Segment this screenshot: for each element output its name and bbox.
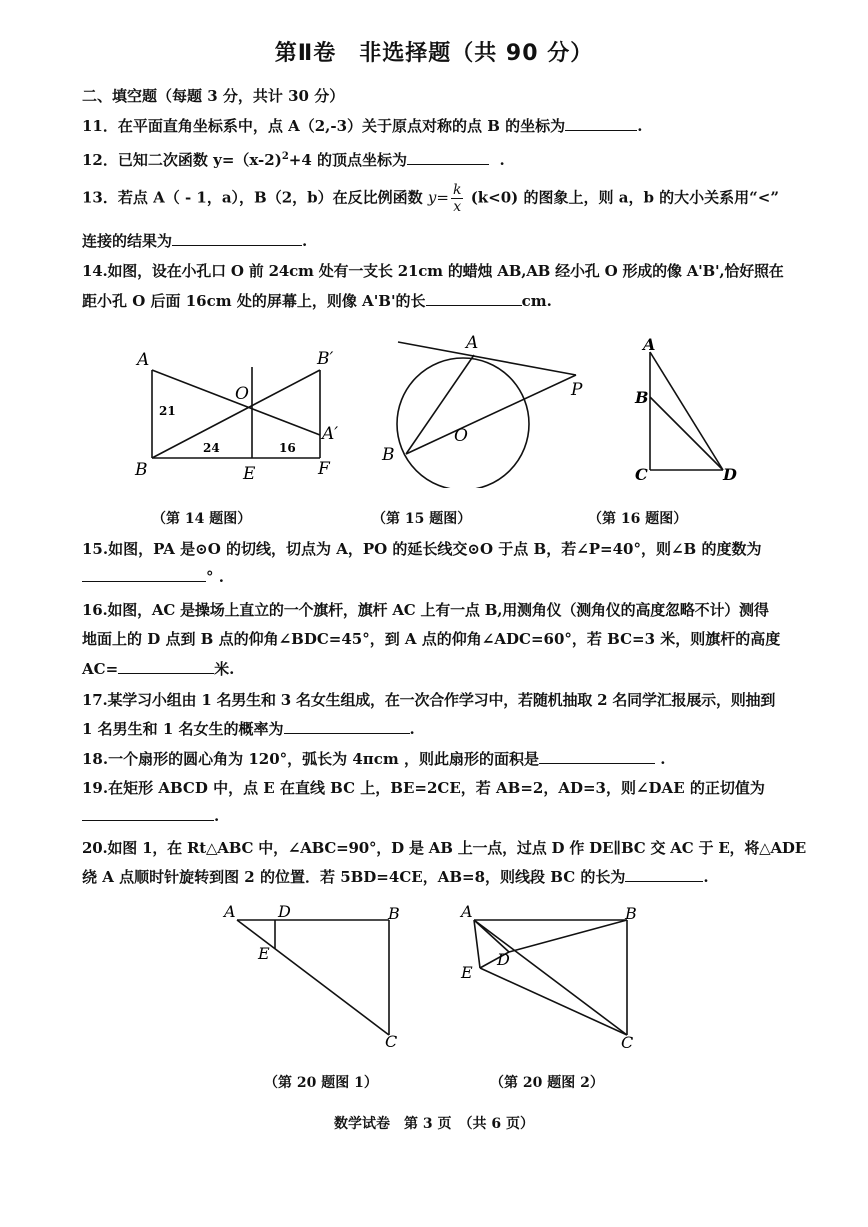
q17-end: . — [409, 720, 415, 738]
label-p: P — [571, 380, 583, 400]
question-12 — [82, 147, 505, 170]
q13-text-a: 13．若点 A（ - 1，a），B（2，b）在反比例函数 — [82, 188, 423, 207]
segment-bd — [509, 920, 627, 952]
caption-16: （第 16 题图） — [588, 511, 688, 527]
q18-end: . — [660, 750, 666, 768]
q19-end: . — [214, 807, 220, 825]
line-bd — [650, 397, 723, 470]
q12-rest: +4 的顶点坐标为 — [288, 151, 408, 169]
page-footer: 数学试卷 第 3 页 （共 6 页） — [334, 1116, 534, 1132]
question-14-line2 — [82, 291, 552, 311]
answer-blank — [625, 867, 703, 882]
secant-pb — [406, 375, 576, 454]
segment-ce — [480, 968, 627, 1035]
answer-blank — [565, 116, 637, 131]
q20-end: . — [703, 868, 709, 886]
answer-blank — [407, 150, 489, 165]
label-o: O — [235, 384, 249, 404]
label-a: A — [137, 350, 150, 370]
question-16-line2: 地面上的 D 点到 B 点的仰角∠BDC=45°，到 A 点的仰角∠ADC=60°，若 BC=3 米，则旗杆的高度 — [82, 630, 781, 648]
section-heading: 二、填空题（每题 3 分，共计 30 分） — [82, 87, 345, 105]
figure-15 — [378, 328, 598, 488]
answer-blank — [284, 719, 410, 734]
length-21: 21 — [159, 404, 176, 418]
q13-text-b: (k<0) 的图象上，则 a，b 的大小关系用“<” — [470, 188, 779, 207]
question-18 — [82, 749, 665, 769]
q12-superscript: 2 — [281, 151, 289, 162]
q13-denominator: x — [453, 199, 462, 215]
side-ac — [474, 920, 627, 1035]
question-13 — [82, 182, 779, 215]
length-16: 16 — [279, 441, 296, 455]
label-a: A — [461, 902, 473, 921]
q11-end: . — [637, 117, 643, 135]
label-d: D — [278, 902, 291, 921]
answer-blank — [539, 749, 655, 764]
label-b: B — [635, 388, 649, 407]
question-20-line2 — [82, 867, 709, 887]
question-14: 14.如图，设在小孔口 O 前 24cm 处有一支长 21cm 的蜡烛 AB,AB 经小孔 O 形成的像 A'B',恰好照在 — [82, 262, 784, 280]
q16-unit: 米. — [214, 660, 235, 678]
caption-20-2: （第 20 题图 2） — [490, 1075, 604, 1091]
label-b: B — [135, 460, 148, 480]
q18-text: 18.一个扇形的圆心角为 120°，弧长为 4πcm ，则此扇形的面积是 — [82, 750, 539, 768]
q13-line2: 连接的结果为 — [82, 232, 173, 250]
label-c: C — [385, 1032, 398, 1051]
label-d: D — [723, 465, 737, 484]
label-b: B — [388, 904, 400, 923]
figure-14 — [125, 335, 355, 495]
q14-line2: 距小孔 O 后面 16cm 处的屏幕上，则像 A'B'的长 — [82, 292, 426, 310]
q15-degree: ° — [206, 568, 214, 586]
label-e: E — [461, 963, 473, 982]
label-o: O — [454, 426, 468, 446]
label-a: A — [224, 902, 236, 921]
label-e: E — [258, 944, 270, 963]
answer-blank — [82, 806, 214, 821]
segment-ae — [474, 920, 480, 968]
q13-y: y — [427, 188, 437, 207]
q20-line2: 绕 A 点顺时针旋转到图 2 的位置．若 5BD=4CE，AB=8，则线段 BC 的长为 — [82, 868, 626, 886]
q17-line2: 1 名男生和 1 名女生的概率为 — [82, 720, 284, 738]
answer-blank — [172, 231, 302, 246]
q13-numerator: k — [452, 182, 462, 198]
q13-eq: = — [436, 188, 449, 207]
label-c: C — [621, 1033, 634, 1052]
answer-blank — [82, 567, 206, 582]
figure-16 — [625, 330, 750, 490]
label-b-prime: B′ — [317, 349, 334, 369]
caption-15: （第 15 题图） — [372, 511, 472, 527]
label-a-prime: A′ — [322, 424, 339, 444]
q11-text: 11．在平面直角坐标系中，点 A（2,-3）关于原点对称的点 B 的坐标为 — [82, 117, 566, 135]
question-15: 15.如图，PA 是⊙O 的切线，切点为 A，PO 的延长线交⊙O 于点 B，若∠P=40°，则∠B 的度数为 — [82, 540, 762, 558]
question-20: 20.如图 1，在 Rt△ABC 中，∠ABC=90°，D 是 AB 上一点，过点 D 作 DE∥BC 交 AC 于 E，将△ADE — [82, 839, 806, 857]
label-c: C — [635, 465, 648, 484]
segment-ad — [474, 920, 509, 952]
circle-o — [397, 358, 529, 488]
line-ad — [650, 352, 723, 470]
question-15-line2 — [82, 567, 224, 587]
q16-line3: AC= — [82, 660, 119, 678]
length-24: 24 — [203, 441, 220, 455]
answer-blank — [118, 659, 214, 674]
caption-20-1: （第 20 题图 1） — [264, 1075, 378, 1091]
figure-20-2 — [455, 898, 655, 1056]
side-ac — [237, 920, 389, 1035]
label-d: D — [497, 950, 510, 969]
question-19-line2 — [82, 806, 219, 826]
question-13-line2 — [82, 231, 307, 251]
q12-end: . — [499, 151, 505, 169]
q13-end: . — [302, 232, 308, 250]
q14-unit: cm. — [521, 292, 552, 310]
q15-end: . — [218, 568, 224, 586]
q13-fraction — [451, 182, 463, 215]
question-17-line2 — [82, 719, 415, 739]
label-a: A — [643, 335, 656, 354]
label-b: B — [625, 904, 637, 923]
label-f: F — [318, 459, 330, 479]
question-19: 19.在矩形 ABCD 中，点 E 在直线 BC 上，BE=2CE，若 AB=2，AD=3，则∠DAE 的正切值为 — [82, 779, 765, 797]
page-title: 第Ⅱ卷 非选择题（共 90 分） — [274, 41, 594, 66]
label-a: A — [466, 333, 479, 353]
question-17: 17.某学习小组由 1 名男生和 3 名女生组成，在一次合作学习中，若随机抽取 2 名同学汇报展示，则抽到 — [82, 691, 776, 709]
answer-blank — [426, 291, 522, 306]
q12-text: 12．已知二次函数 y=（x-2) — [82, 151, 282, 169]
label-e: E — [243, 464, 256, 484]
figure-20-1 — [220, 898, 410, 1056]
caption-14: （第 14 题图） — [152, 511, 252, 527]
question-11 — [82, 116, 642, 136]
question-16-line3 — [82, 659, 234, 679]
label-b: B — [382, 445, 395, 465]
question-16: 16.如图，AC 是操场上直立的一个旗杆，旗杆 AC 上有一点 B,用测角仪（测角仪的高度忽略不计）测得 — [82, 601, 769, 619]
